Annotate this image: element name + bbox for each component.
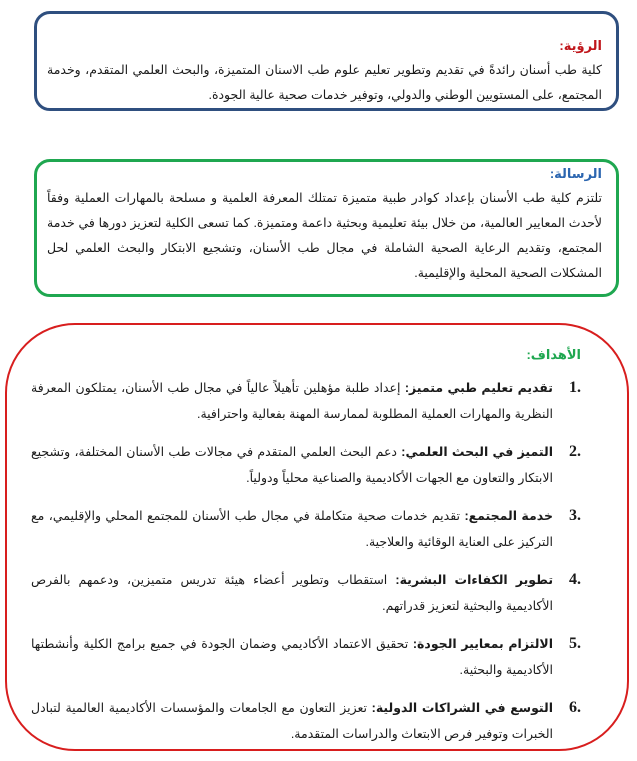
goal-title: الالتزام بمعايير الجودة: xyxy=(412,637,554,651)
goal-item xyxy=(31,567,581,619)
goal-number: 1. xyxy=(569,379,581,396)
goal-text: تعزيز التعاون مع الجامعات والمؤسسات الأكاديمية العالمية لتبادل الخبرات وتوفير فرص الابتعاث والدراسات المتقدمة. xyxy=(31,701,553,741)
goal-item xyxy=(31,375,581,427)
goals-list xyxy=(31,375,581,747)
goal-text: دعم البحث العلمي المتقدم في مجالات طب الأسنان المختلفة، وتشجيع الابتكار والتعاون مع الجهات الأكاديمية والصناعية محلياً ودولياً. xyxy=(31,445,553,485)
goal-text: استقطاب وتطوير أعضاء هيئة تدريس متميزين، ودعمهم بالفرص الأكاديمية والبحثية لتعزيز قدراتهم. xyxy=(31,573,553,613)
goal-text: تقديم خدمات صحية متكاملة في مجال طب الأسنان للمجتمع المحلي والإقليمي، مع التركيز على العناية الوقائية والعلاجية. xyxy=(31,509,553,549)
mission-text: تلتزم كلية طب الأسنان بإعداد كوادر طبية متميزة تمتلك المعرفة العلمية و مسلحة بالمهارات العملية وفقاً لأحدث المعايير العالمية، من خلال بيئة تعليمية وبحثية داعمة ومتميزة. كما تسعى الكلية لتعزيز دورها في خدمة المجتمع، وتقديم الرعاية الصحية الشاملة في مجال طب الأسنان، وتشجيع الابتكار والبحث العلمي لحل المشكلات الصحية المحلية والإقليمية. xyxy=(47,191,602,280)
goals-heading: الأهداف: xyxy=(526,347,581,362)
goal-number: 4. xyxy=(569,571,581,588)
goal-text: إعداد طلبة مؤهلين تأهيلاً عالياً في مجال طب الأسنان، يمتلكون المعرفة النظرية والمهارات العملية المطلوبة لممارسة المهنة بفعالية واحترافية. xyxy=(31,381,553,421)
goal-title: التوسع في الشراكات الدولية: xyxy=(371,701,553,715)
goal-number: 5. xyxy=(569,635,581,652)
goal-title: خدمة المجتمع: xyxy=(464,509,553,523)
goal-item xyxy=(31,695,581,747)
mission-heading: الرسالة: xyxy=(549,166,602,181)
goals-box xyxy=(5,323,629,751)
vision-box xyxy=(34,11,619,111)
goal-number: 6. xyxy=(569,699,581,716)
goal-text: تحقيق الاعتماد الأكاديمي وضمان الجودة في جميع برامج الكلية وأنشطتها الأكاديمية والبحثية. xyxy=(31,637,553,677)
goal-number: 3. xyxy=(569,507,581,524)
goal-number: 2. xyxy=(569,443,581,460)
mission-box xyxy=(34,159,619,297)
vision-heading: الرؤية: xyxy=(559,38,602,53)
goal-item xyxy=(31,631,581,683)
goal-item xyxy=(31,503,581,555)
goal-title: التميز في البحث العلمي: xyxy=(401,445,553,459)
goal-item xyxy=(31,439,581,491)
vision-text: كلية طب أسنان رائدةً في تقديم وتطوير تعليم علوم طب الاسنان المتميزة، والبحث العلمي المتقدم، وخدمة المجتمع، على المستويين الوطني والدولي، وتوفير خدمات صحية عالية الجودة. xyxy=(47,63,602,102)
goal-title: تطوير الكفاءات البشرية: xyxy=(395,573,554,587)
goal-title: تقديم تعليم طبي متميز: xyxy=(404,381,553,395)
